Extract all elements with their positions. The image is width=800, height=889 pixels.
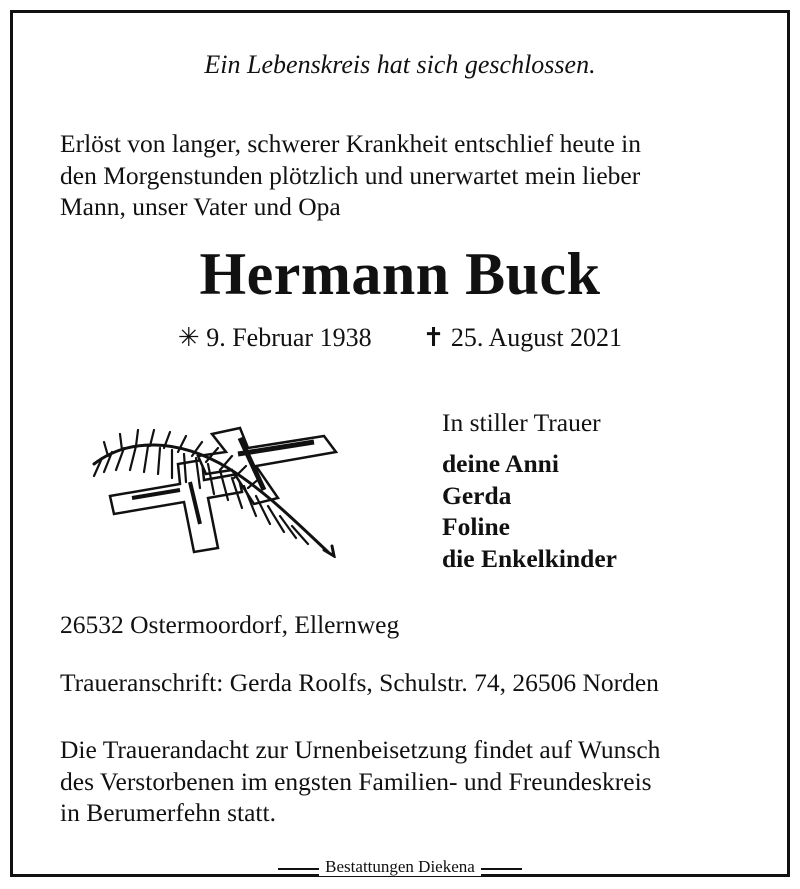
service-note-line: des Verstorbenen im engsten Familien- und Freundeskreis (60, 766, 652, 796)
cross-icon: ✝ (422, 323, 445, 352)
cross-palm-emblem (88, 418, 346, 558)
mourning-intro: In stiller Trauer (442, 408, 601, 437)
death-date: 25. August 2021 (450, 323, 623, 352)
intro-line: Ein Lebenskreis hat sich geschlossen. (204, 50, 596, 79)
announcement-line: den Morgenstunden plötzlich und unerwartet mein lieber (60, 160, 641, 190)
service-note-line: Die Trauerandacht zur Urnenbeisetzung findet auf Wunsch (60, 735, 661, 764)
announcement-text (60, 128, 760, 223)
family-member: die Enkelkinder (442, 543, 618, 573)
family-member: Foline (442, 512, 510, 541)
asterisk-icon: ✳ (177, 323, 200, 352)
announcement-line: Mann, unser Vater und Opa (60, 192, 341, 221)
condolence-address: Traueranschrift: Gerda Roolfs, Schulstr. 74, 26506 Norden (60, 668, 659, 697)
service-note (60, 734, 660, 829)
funeral-home: Bestattungen Diekena (319, 857, 481, 876)
announcement-line: Erlöst von langer, schwerer Krankheit entschlief heute in (60, 129, 642, 158)
home-address: 26532 Ostermoordorf, Ellernweg (60, 610, 400, 639)
life-dates (0, 323, 800, 353)
birth-date: 9. Februar 1938 (206, 323, 372, 352)
family-member: deine Anni (442, 449, 559, 478)
service-note-line: in Berumerfehn statt. (60, 798, 276, 827)
cross-left (110, 460, 242, 552)
family-member: Gerda (442, 480, 512, 510)
family-list (442, 448, 617, 574)
deceased-name: Hermann Buck (199, 241, 601, 307)
footer (0, 857, 800, 877)
